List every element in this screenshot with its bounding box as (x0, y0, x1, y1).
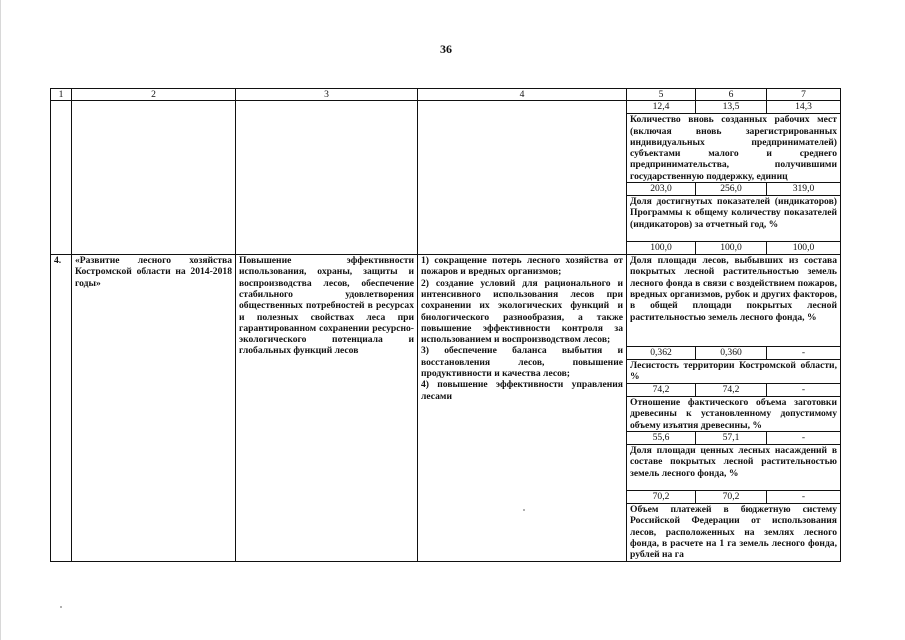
page-number: 36 (440, 42, 452, 56)
value-cell: 100,0 (767, 242, 841, 255)
program-name: «Развитие лесного хозяйства Костромской области на 2014-2018 годы» (72, 255, 236, 562)
indicator-text: Доля площади ценных лесных насаждений в составе покрытых лесной растительностью земель лесного фонда, % (627, 445, 841, 491)
table-row (51, 255, 841, 347)
empty-cell (236, 101, 418, 255)
indicator-text: Отношение фактического объема заготовки древесины к установленному допустимому объему изъятия древесины, % (627, 397, 841, 432)
indicator-text: Доля площади лесов, выбывших из состава покрытых лесной растительностью земель лесного фонда в связи с воздействием пожаров, вредных организмов, рубок и других факторов, в общей площади покрытых лесной растительностью земель лесного фонда, % (627, 255, 841, 347)
value-cell: 14,3 (767, 101, 841, 114)
value-cell: - (767, 384, 841, 397)
value-cell: 70,2 (627, 491, 696, 504)
indicator-text: Количество вновь созданных рабочих мест (включая вновь зарегистрированных индивидуальных предпринимателей) субъектами малого и среднего предпринимательства, получившими государственную поддержку, единиц (627, 114, 841, 183)
header-col-3: 3 (236, 89, 418, 101)
value-cell: 13,5 (696, 101, 767, 114)
value-cell: - (767, 432, 841, 445)
value-cell: 57,1 (696, 432, 767, 445)
value-cell: 55,6 (627, 432, 696, 445)
header-col-2: 2 (72, 89, 236, 101)
value-cell: 203,0 (627, 183, 696, 196)
header-col-7: 7 (767, 89, 841, 101)
header-col-5: 5 (627, 89, 696, 101)
value-cell: 12,4 (627, 101, 696, 114)
header-col-4: 4 (418, 89, 627, 101)
value-cell: 70,2 (696, 491, 767, 504)
value-cell: - (767, 491, 841, 504)
task-item: 2) создание условий для рационального и интенсивного использования лесов при сохранении их экологических функций и биологического разнообразия, а также повышение эффективности контроля за использованием и воспроизводством лесов; (421, 277, 623, 346)
row-number: 4. (51, 255, 72, 562)
empty-cell (51, 101, 72, 255)
value-cell: 319,0 (767, 183, 841, 196)
value-cell: 74,2 (696, 384, 767, 397)
indicator-text: Доля достигнутых показателей (индикаторов) Программы к общему количеству показателей (индикаторов) за отчетный год, % (627, 196, 841, 242)
program-tasks (418, 255, 627, 562)
task-item: 3) обеспечение баланса выбытия и восстановления лесов, повышение продуктивности и качества лесов; (421, 345, 623, 380)
header-row (51, 89, 841, 101)
empty-cell (418, 101, 627, 255)
program-goal: Повышение эффективности использования, охраны, защиты и воспроизводства лесов, обеспечение стабильного удовлетворения общественных потребностей в ресурсах и полезных свойствах леса при гарантированном сохранении ресурсно-экологического потенциала и глобальных функций лесов (236, 255, 418, 562)
value-cell: - (767, 347, 841, 360)
scan-edge-line (0, 0, 1, 640)
value-cell: 256,0 (696, 183, 767, 196)
task-item: 4) повышение эффективности управления лесами (421, 379, 623, 402)
value-cell: 0,360 (696, 347, 767, 360)
indicator-text: Объем платежей в бюджетную систему Российской Федерации от использования лесов, расположенных на землях лесного фонда, в расчете на 1 га земель лесного фонда, рублей на га (627, 504, 841, 562)
header-col-1: 1 (51, 89, 72, 101)
value-cell: 100,0 (627, 242, 696, 255)
task-item: 1) сокращение потерь лесного хозяйства от пожаров и вредных организмов; (421, 255, 623, 278)
value-cell: 100,0 (696, 242, 767, 255)
empty-cell (72, 101, 236, 255)
program-table (50, 88, 841, 562)
table-row (51, 101, 841, 114)
indicator-text: Лесистость территории Костромской области, % (627, 360, 841, 384)
header-col-6: 6 (696, 89, 767, 101)
scan-dot (60, 606, 62, 608)
value-cell: 0,362 (627, 347, 696, 360)
value-cell: 74,2 (627, 384, 696, 397)
